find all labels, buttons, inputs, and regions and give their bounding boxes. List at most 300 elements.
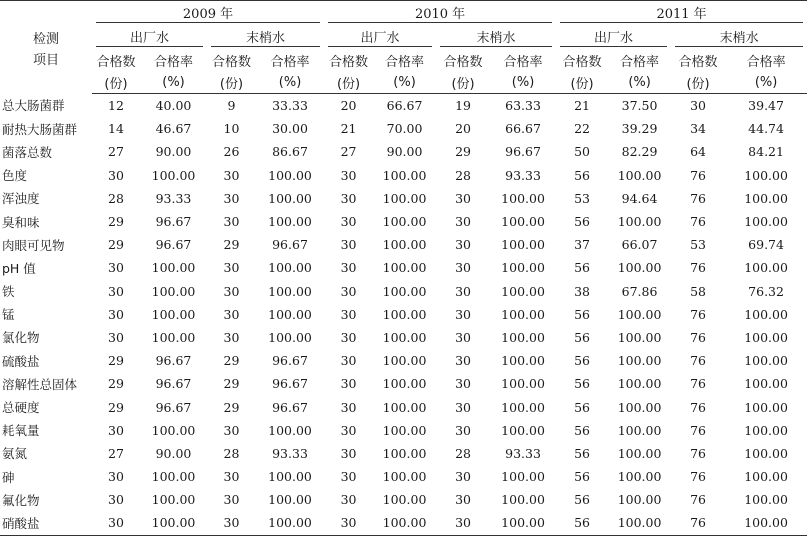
pass-count-cell: 76 <box>690 329 707 345</box>
row-item-label: 氨氮 <box>2 446 28 462</box>
pass-rate-cell: 100.00 <box>617 353 662 369</box>
pass-rate-cell: 100.00 <box>744 190 788 206</box>
pass-rate-cell: 70.00 <box>386 121 423 137</box>
pass-rate-cell: 33.33 <box>272 98 308 114</box>
pass-count-cell: 76 <box>690 190 707 206</box>
pass-count-cell: 56 <box>574 329 591 345</box>
pass-count-cell: 29 <box>223 237 240 253</box>
pass-count-cell: 30 <box>223 260 240 276</box>
pass-rate-cell: 100.00 <box>744 422 788 438</box>
year-label: 2009 年 <box>96 3 320 23</box>
pass-count-cell: 22 <box>574 121 591 137</box>
col-rate-header: 合格率 <box>270 54 310 70</box>
pass-rate-cell: 90.00 <box>155 445 192 461</box>
pass-rate-cell: 100.00 <box>382 329 427 345</box>
pass-rate-cell: 39.29 <box>621 121 658 137</box>
pass-rate-cell: 100.00 <box>382 190 427 206</box>
pass-count-cell: 30 <box>455 376 471 392</box>
pass-rate-cell: 100.00 <box>617 399 662 415</box>
pass-count-cell: 76 <box>690 167 707 183</box>
col-rate-header: 合格率 <box>620 54 660 70</box>
pass-rate-cell: 63.33 <box>505 98 541 114</box>
pass-count-cell: 14 <box>108 121 124 137</box>
pass-rate-cell: 100.00 <box>268 492 312 508</box>
pass-count-cell: 30 <box>455 329 471 345</box>
pass-rate-cell: 100.00 <box>268 214 312 230</box>
pass-count-cell: 30 <box>108 283 124 299</box>
pass-rate-cell: 100.00 <box>140 511 207 535</box>
pass-rate-cell: 100.00 <box>382 376 427 392</box>
pass-rate-cell: 100.00 <box>151 260 196 276</box>
pass-count-cell: 28 <box>455 445 471 461</box>
pass-rate-cell: 100.00 <box>617 167 662 183</box>
row-item-label: 铁 <box>2 284 15 300</box>
row-item-label: 锰 <box>2 307 15 323</box>
pass-count-cell: 30 <box>340 306 357 322</box>
pass-rate-cell: 100.00 <box>382 445 427 461</box>
pass-rate-cell: 100.00 <box>744 167 788 183</box>
pass-rate-cell: 100.00 <box>373 511 436 535</box>
pass-rate-cell: 66.67 <box>505 121 541 137</box>
row-item-label: 菌落总数 <box>2 144 53 160</box>
row-item-label: 总硬度 <box>2 400 40 416</box>
pass-count-cell: 30 <box>455 422 471 438</box>
water-type-header: 末梢水 <box>436 25 556 49</box>
row-item-label: 耐热大肠菌群 <box>2 121 78 137</box>
pass-rate-cell: 67.86 <box>621 283 658 299</box>
pass-count-cell: 30 <box>108 422 124 438</box>
row-item-label: 氯化物 <box>2 330 40 346</box>
pass-count-cell: 27 <box>108 445 124 461</box>
pass-rate-cell: 40.00 <box>155 98 192 114</box>
col-count-unit: (份) <box>556 71 608 94</box>
pass-rate-cell: 100.00 <box>501 260 545 276</box>
row-item-label: 硝酸盐 <box>0 511 92 535</box>
pass-rate-cell: 39.47 <box>748 98 784 114</box>
year-label: 2011 年 <box>560 3 803 23</box>
pass-count-cell: 76 <box>690 353 707 369</box>
pass-count-cell: 29 <box>108 214 124 230</box>
col-rate-header: 合格率 <box>153 54 193 70</box>
pass-rate-cell: 93.33 <box>272 445 308 461</box>
table-row <box>0 488 807 511</box>
pass-rate-cell: 100.00 <box>268 469 312 485</box>
table-row <box>0 442 807 465</box>
pass-rate-cell: 100.00 <box>490 511 556 535</box>
pass-rate-cell: 100.00 <box>744 329 788 345</box>
pass-rate-cell: 100.00 <box>744 492 788 508</box>
pass-rate-cell: 100.00 <box>617 214 662 230</box>
pass-count-cell: 28 <box>108 190 124 206</box>
pass-count-cell: 76 <box>690 445 707 461</box>
pass-count-cell: 56 <box>556 511 608 535</box>
pass-count-cell: 30 <box>340 260 357 276</box>
pass-count-cell: 12 <box>108 98 124 114</box>
pass-count-cell: 56 <box>574 214 591 230</box>
pass-rate-cell: 100.00 <box>617 376 662 392</box>
pass-rate-cell: 100.00 <box>382 237 427 253</box>
table-row <box>0 164 807 187</box>
pass-rate-cell: 96.67 <box>155 376 192 392</box>
table-row <box>0 465 807 488</box>
col-count-unit: (份) <box>92 71 140 94</box>
col-rate-header: 合格率 <box>746 54 786 70</box>
water-type-header: 出厂水 <box>324 25 436 49</box>
year-label: 2010 年 <box>328 3 552 23</box>
pass-rate-cell: 100.00 <box>268 329 312 345</box>
pass-count-cell: 56 <box>574 492 591 508</box>
table-body <box>0 94 807 536</box>
water-type-header: 末梢水 <box>207 25 324 49</box>
pass-count-cell: 30 <box>455 353 471 369</box>
pass-rate-cell: 100.00 <box>744 399 788 415</box>
pass-rate-cell: 100.00 <box>382 422 427 438</box>
pass-rate-cell: 100.00 <box>617 469 662 485</box>
pass-rate-cell: 100.00 <box>268 422 312 438</box>
pass-rate-cell: 100.00 <box>501 492 545 508</box>
pass-count-cell: 30 <box>108 469 124 485</box>
pass-count-cell: 58 <box>690 283 707 299</box>
pass-count-cell: 30 <box>223 329 240 345</box>
pass-count-cell: 30 <box>340 214 357 230</box>
pass-rate-cell: 96.67 <box>155 237 192 253</box>
pass-count-cell: 56 <box>574 260 591 276</box>
pass-rate-cell: 96.67 <box>155 353 192 369</box>
row-item-label: 硫酸盐 <box>2 353 40 369</box>
table-row <box>0 372 807 395</box>
pass-count-cell: 26 <box>223 144 240 160</box>
pass-count-cell: 30 <box>207 511 256 535</box>
pass-rate-cell: 100.00 <box>151 422 196 438</box>
col-rate-unit: (%) <box>725 71 807 94</box>
pass-rate-cell: 100.00 <box>617 445 662 461</box>
row-item-label: 耗氧量 <box>2 423 40 439</box>
table-row <box>0 280 807 303</box>
pass-rate-cell: 100.00 <box>151 167 196 183</box>
pass-rate-cell: 96.67 <box>272 399 308 415</box>
pass-count-cell: 29 <box>455 144 471 160</box>
pass-rate-cell: 100.00 <box>268 260 312 276</box>
pass-rate-cell: 100.00 <box>744 353 788 369</box>
pass-count-cell: 30 <box>223 214 240 230</box>
pass-count-cell: 30 <box>455 283 471 299</box>
pass-count-cell: 30 <box>108 329 124 345</box>
pass-count-cell: 27 <box>108 144 124 160</box>
pass-count-cell: 29 <box>223 353 240 369</box>
pass-rate-cell: 100.00 <box>382 214 427 230</box>
pass-count-cell: 30 <box>223 190 240 206</box>
col-count-header: 合格数 <box>562 54 602 70</box>
pass-count-cell: 30 <box>108 167 124 183</box>
item-header <box>0 1 92 50</box>
pass-rate-cell: 96.67 <box>155 214 192 230</box>
pass-count-cell: 30 <box>455 399 471 415</box>
pass-count-cell: 30 <box>436 511 490 535</box>
pass-rate-cell: 100.00 <box>725 511 807 535</box>
year-header-2011 <box>556 1 807 26</box>
col-rate-unit: (%) <box>373 71 436 94</box>
pass-rate-cell: 100.00 <box>382 260 427 276</box>
pass-count-cell: 30 <box>340 469 357 485</box>
table-row <box>0 187 807 210</box>
col-count-unit: (份) <box>324 71 373 94</box>
pass-count-cell: 30 <box>223 422 240 438</box>
pass-count-cell: 30 <box>340 376 357 392</box>
table-row <box>0 303 807 326</box>
pass-rate-cell: 100.00 <box>151 492 196 508</box>
pass-rate-cell: 37.50 <box>621 98 658 114</box>
pass-rate-cell: 100.00 <box>608 511 671 535</box>
pass-count-cell: 30 <box>340 283 357 299</box>
col-count-header: 合格数 <box>443 54 483 70</box>
col-count-header: 合格数 <box>211 54 251 70</box>
pass-rate-cell: 100.00 <box>501 376 545 392</box>
pass-count-cell: 38 <box>574 283 591 299</box>
water-type-header: 末梢水 <box>671 25 807 49</box>
year-header-2009 <box>92 1 324 26</box>
pass-count-cell: 30 <box>340 492 357 508</box>
pass-rate-cell: 100.00 <box>382 353 427 369</box>
pass-count-cell: 10 <box>223 121 240 137</box>
pass-rate-cell: 66.07 <box>621 237 658 253</box>
pass-count-cell: 28 <box>455 167 471 183</box>
pass-rate-cell: 93.33 <box>155 190 192 206</box>
pass-rate-cell: 100.00 <box>151 283 196 299</box>
pass-rate-cell: 66.67 <box>386 98 423 114</box>
pass-rate-cell: 96.67 <box>272 237 308 253</box>
pass-rate-cell: 100.00 <box>501 283 545 299</box>
row-item-label: 臭和味 <box>2 214 40 230</box>
pass-rate-cell: 100.00 <box>617 329 662 345</box>
col-rate-header: 合格率 <box>503 54 543 70</box>
pass-rate-cell: 30.00 <box>272 121 308 137</box>
pass-rate-cell: 100.00 <box>501 469 545 485</box>
pass-rate-cell: 100.00 <box>501 329 545 345</box>
pass-count-cell: 30 <box>223 167 240 183</box>
pass-rate-cell: 100.00 <box>501 422 545 438</box>
pass-count-cell: 30 <box>340 445 357 461</box>
row-item-label: 砷 <box>2 469 15 485</box>
table-row <box>0 511 807 535</box>
pass-rate-cell: 100.00 <box>501 353 545 369</box>
table-row <box>0 117 807 140</box>
item-header-line2: 项目 <box>32 53 59 68</box>
pass-rate-cell: 93.33 <box>505 167 541 183</box>
pass-count-cell: 30 <box>340 190 357 206</box>
pass-count-cell: 21 <box>574 98 591 114</box>
col-count-unit: (份) <box>671 71 725 94</box>
pass-rate-cell: 100.00 <box>382 306 427 322</box>
pass-count-cell: 30 <box>455 214 471 230</box>
pass-count-cell: 30 <box>108 306 124 322</box>
item-header-line1: 检测 <box>32 31 59 47</box>
pass-rate-cell: 100.00 <box>382 399 427 415</box>
pass-count-cell: 29 <box>223 376 240 392</box>
pass-count-cell: 29 <box>108 376 124 392</box>
table-row <box>0 326 807 349</box>
pass-rate-cell: 96.67 <box>505 144 541 160</box>
pass-count-cell: 56 <box>574 167 591 183</box>
pass-rate-cell: 96.67 <box>155 399 192 415</box>
pass-count-cell: 20 <box>340 98 357 114</box>
pass-rate-cell: 100.00 <box>268 190 312 206</box>
water-type-header: 出厂水 <box>92 25 207 49</box>
pass-count-cell: 76 <box>690 306 707 322</box>
pass-count-cell: 30 <box>324 511 373 535</box>
table-row <box>0 256 807 279</box>
pass-rate-cell: 100.00 <box>268 167 312 183</box>
table-row <box>0 140 807 163</box>
col-rate-unit: (%) <box>490 71 556 94</box>
pass-count-cell: 37 <box>574 237 591 253</box>
pass-rate-cell: 100.00 <box>744 469 788 485</box>
pass-rate-cell: 76.32 <box>748 283 784 299</box>
pass-count-cell: 29 <box>108 237 124 253</box>
pass-count-cell: 28 <box>223 445 240 461</box>
pass-rate-cell: 90.00 <box>386 144 423 160</box>
pass-count-cell: 30 <box>455 260 471 276</box>
pass-rate-cell: 100.00 <box>151 329 196 345</box>
pass-rate-cell: 93.33 <box>505 445 541 461</box>
pass-count-cell: 53 <box>690 237 707 253</box>
table-row <box>0 233 807 256</box>
pass-rate-cell: 100.00 <box>256 511 324 535</box>
pass-rate-cell: 100.00 <box>151 306 196 322</box>
pass-count-cell: 76 <box>690 214 707 230</box>
pass-count-cell: 30 <box>455 237 471 253</box>
pass-rate-cell: 69.74 <box>748 237 784 253</box>
pass-rate-cell: 82.29 <box>621 144 658 160</box>
pass-count-cell: 30 <box>340 353 357 369</box>
col-count-header: 合格数 <box>678 54 718 70</box>
col-rate-header: 合格率 <box>385 54 425 70</box>
pass-count-cell: 30 <box>340 329 357 345</box>
pass-rate-cell: 100.00 <box>501 214 545 230</box>
pass-count-cell: 29 <box>223 399 240 415</box>
pass-rate-cell: 100.00 <box>744 306 788 322</box>
pass-rate-cell: 86.67 <box>272 144 308 160</box>
year-header-2010 <box>324 1 556 26</box>
table-row <box>0 349 807 372</box>
pass-count-cell: 30 <box>223 283 240 299</box>
table-row <box>0 94 807 118</box>
pass-rate-cell: 94.64 <box>621 190 658 206</box>
pass-rate-cell: 100.00 <box>382 469 427 485</box>
pass-rate-cell: 44.74 <box>748 121 784 137</box>
pass-rate-cell: 100.00 <box>382 283 427 299</box>
pass-rate-cell: 96.67 <box>272 376 308 392</box>
pass-rate-cell: 100.00 <box>151 469 196 485</box>
pass-count-cell: 30 <box>455 469 471 485</box>
pass-count-cell: 76 <box>690 260 707 276</box>
pass-rate-cell: 100.00 <box>744 214 788 230</box>
pass-count-cell: 30 <box>340 167 357 183</box>
pass-rate-cell: 100.00 <box>617 492 662 508</box>
pass-rate-cell: 100.00 <box>268 306 312 322</box>
pass-count-cell: 56 <box>574 353 591 369</box>
pass-rate-cell: 84.21 <box>748 144 784 160</box>
pass-count-cell: 76 <box>690 376 707 392</box>
pass-count-cell: 64 <box>690 144 707 160</box>
pass-rate-cell: 100.00 <box>268 283 312 299</box>
pass-count-cell: 76 <box>671 511 725 535</box>
pass-count-cell: 30 <box>92 511 140 535</box>
row-item-label: 浑浊度 <box>2 191 40 207</box>
pass-count-cell: 9 <box>227 98 236 114</box>
pass-count-cell: 19 <box>455 98 471 114</box>
table-row <box>0 419 807 442</box>
pass-count-cell: 56 <box>574 399 591 415</box>
pass-count-cell: 27 <box>340 144 357 160</box>
pass-count-cell: 30 <box>340 422 357 438</box>
pass-count-cell: 30 <box>340 237 357 253</box>
pass-count-cell: 56 <box>574 445 591 461</box>
pass-rate-cell: 100.00 <box>744 260 788 276</box>
pass-count-cell: 76 <box>690 422 707 438</box>
row-item-label: 色度 <box>2 168 28 184</box>
pass-count-cell: 76 <box>690 492 707 508</box>
table-row <box>0 210 807 233</box>
row-item-label: 氟化物 <box>2 492 40 508</box>
pass-count-cell: 30 <box>223 492 240 508</box>
pass-rate-cell: 100.00 <box>617 422 662 438</box>
pass-count-cell: 29 <box>108 353 124 369</box>
col-count-unit: (份) <box>207 71 256 94</box>
pass-count-cell: 30 <box>455 190 471 206</box>
pass-count-cell: 30 <box>340 399 357 415</box>
pass-count-cell: 20 <box>455 121 471 137</box>
table-row <box>0 395 807 418</box>
pass-count-cell: 56 <box>574 306 591 322</box>
pass-count-cell: 34 <box>690 121 707 137</box>
col-rate-unit: (%) <box>256 71 324 94</box>
pass-rate-cell: 100.00 <box>501 237 545 253</box>
pass-count-cell: 76 <box>690 469 707 485</box>
pass-count-cell: 53 <box>574 190 591 206</box>
pass-count-cell: 56 <box>574 469 591 485</box>
pass-rate-cell: 100.00 <box>382 167 427 183</box>
pass-rate-cell: 100.00 <box>744 445 788 461</box>
pass-rate-cell: 100.00 <box>501 190 545 206</box>
pass-rate-cell: 100.00 <box>501 399 545 415</box>
pass-count-cell: 56 <box>574 422 591 438</box>
col-rate-unit: (%) <box>140 71 207 94</box>
row-item-label: 总大肠菌群 <box>2 98 65 114</box>
pass-count-cell: 30 <box>108 492 124 508</box>
pass-count-cell: 30 <box>690 98 707 114</box>
pass-count-cell: 30 <box>455 492 471 508</box>
pass-count-cell: 21 <box>340 121 357 137</box>
pass-rate-cell: 100.00 <box>617 260 662 276</box>
pass-rate-cell: 96.67 <box>272 353 308 369</box>
pass-count-cell: 29 <box>108 399 124 415</box>
pass-rate-cell: 90.00 <box>155 144 192 160</box>
pass-rate-cell: 46.67 <box>155 121 192 137</box>
pass-count-cell: 76 <box>690 399 707 415</box>
row-item-label: 溶解性总固体 <box>2 376 78 392</box>
pass-count-cell: 30 <box>223 306 240 322</box>
pass-count-cell: 30 <box>223 469 240 485</box>
col-count-header: 合格数 <box>329 54 369 70</box>
pass-count-cell: 30 <box>108 260 124 276</box>
pass-rate-cell: 100.00 <box>617 306 662 322</box>
col-count-unit: (份) <box>436 71 490 94</box>
pass-count-cell: 50 <box>574 144 591 160</box>
pass-count-cell: 56 <box>574 376 591 392</box>
water-type-header: 出厂水 <box>556 25 671 49</box>
pass-rate-cell: 100.00 <box>501 306 545 322</box>
row-item-label: pH 值 <box>2 260 36 276</box>
